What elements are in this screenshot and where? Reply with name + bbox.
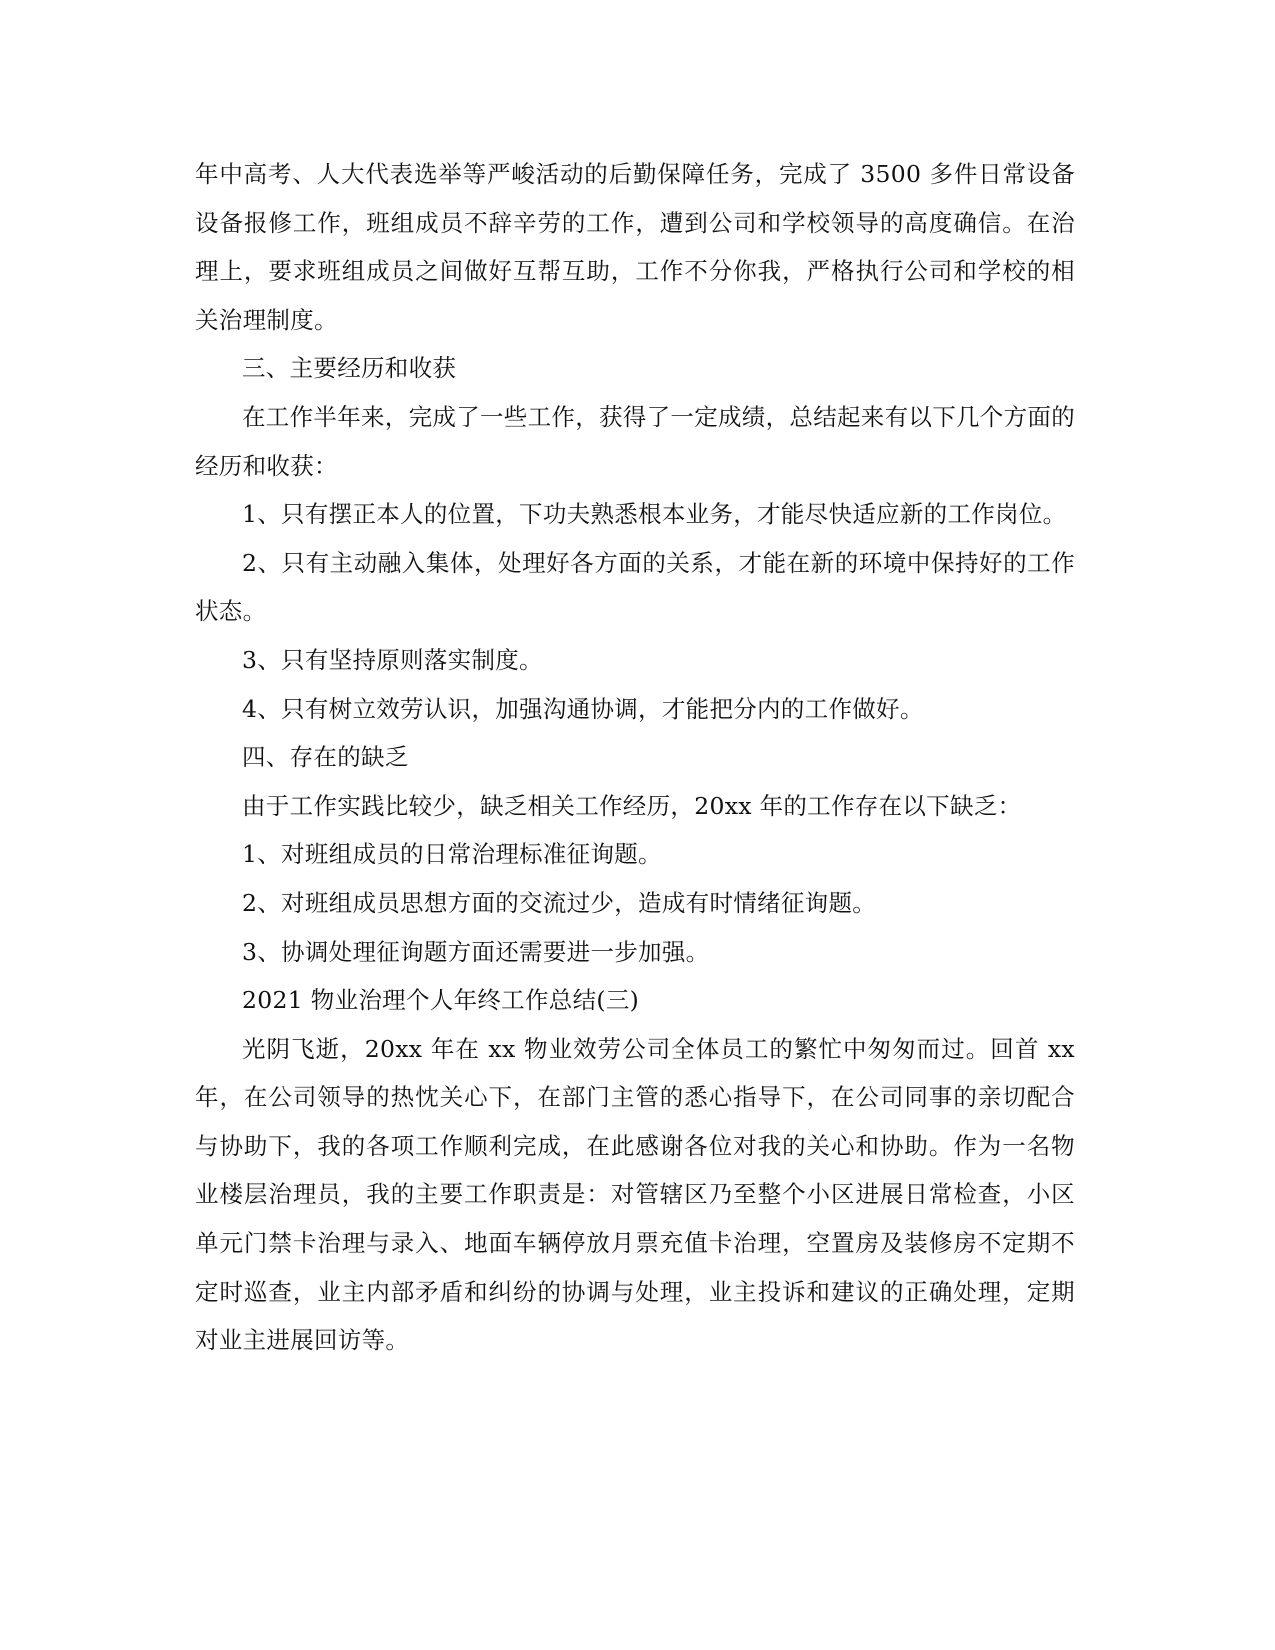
list-item-shortcoming-3: 3、协调处理征询题方面还需要进一步加强。 [242,937,710,966]
list-item-experience-3: 3、只有坚持原则落实制度。 [242,645,543,674]
article-title-part-three: 2021 物业治理个人年终工作总结(三) [242,986,640,1015]
list-item-shortcoming-2: 2、对班组成员思想方面的交流过少，造成有时情绪征询题。 [242,888,877,917]
section-heading-shortcomings: 四、存在的缺乏 [242,743,409,772]
paragraph-experience-intro: 在工作半年来，完成了一些工作，获得了一定成绩，总结起来有以下几个方面的经历和收获： [195,402,1075,480]
list-item-experience-1: 1、只有摆正本人的位置，下功夫熟悉根本业务，才能尽快适应新的工作岗位。 [242,500,1067,529]
document-body [195,150,1075,1365]
section-heading-experience: 三、主要经历和收获 [242,354,457,383]
list-item-shortcoming-1: 1、对班组成员的日常治理标准征询题。 [242,840,662,869]
paragraph-logistics-summary: 年中高考、人大代表选举等严峻活动的后勤保障任务，完成了 3500 多件日常设备设备报修工作，班组成员不辞辛劳的工作，遭到公司和学校领导的高度确信。在治理上，要求班组成员之间做好互帮互助，工作不分你我，严格执行公司和学校的相关治理制度。 [195,160,1075,334]
list-item-experience-4: 4、只有树立效劳认识，加强沟通协调，才能把分内的工作做好。 [242,694,924,723]
paragraph-shortcomings-intro: 由于工作实践比较少，缺乏相关工作经历，20xx 年的工作存在以下缺乏： [242,791,1022,820]
paragraph-year-review: 光阴飞逝，20xx 年在 xx 物业效劳公司全体员工的繁忙中匆匆而过。回首 xx 年，在公司领导的热忱关心下，在部门主管的悉心指导下，在公司同事的亲切配合与协助下，我的各项工作顺利完成，在此感谢各位对我的关心和协助。作为一名物业楼层治理员，我的主要工作职责是：对管辖区乃至整个小区进展日常检查，小区单元门禁卡治理与录入、地面车辆停放月票充值卡治理，空置房及装修房不定期不定时巡查，业主内部矛盾和纠纷的协调与处理，业主投诉和建议的正确处理，定期对业主进展回访等。 [195,1034,1075,1355]
list-item-experience-2: 2、只有主动融入集体，处理好各方面的关系，才能在新的环境中保持好的工作状态。 [195,548,1075,626]
